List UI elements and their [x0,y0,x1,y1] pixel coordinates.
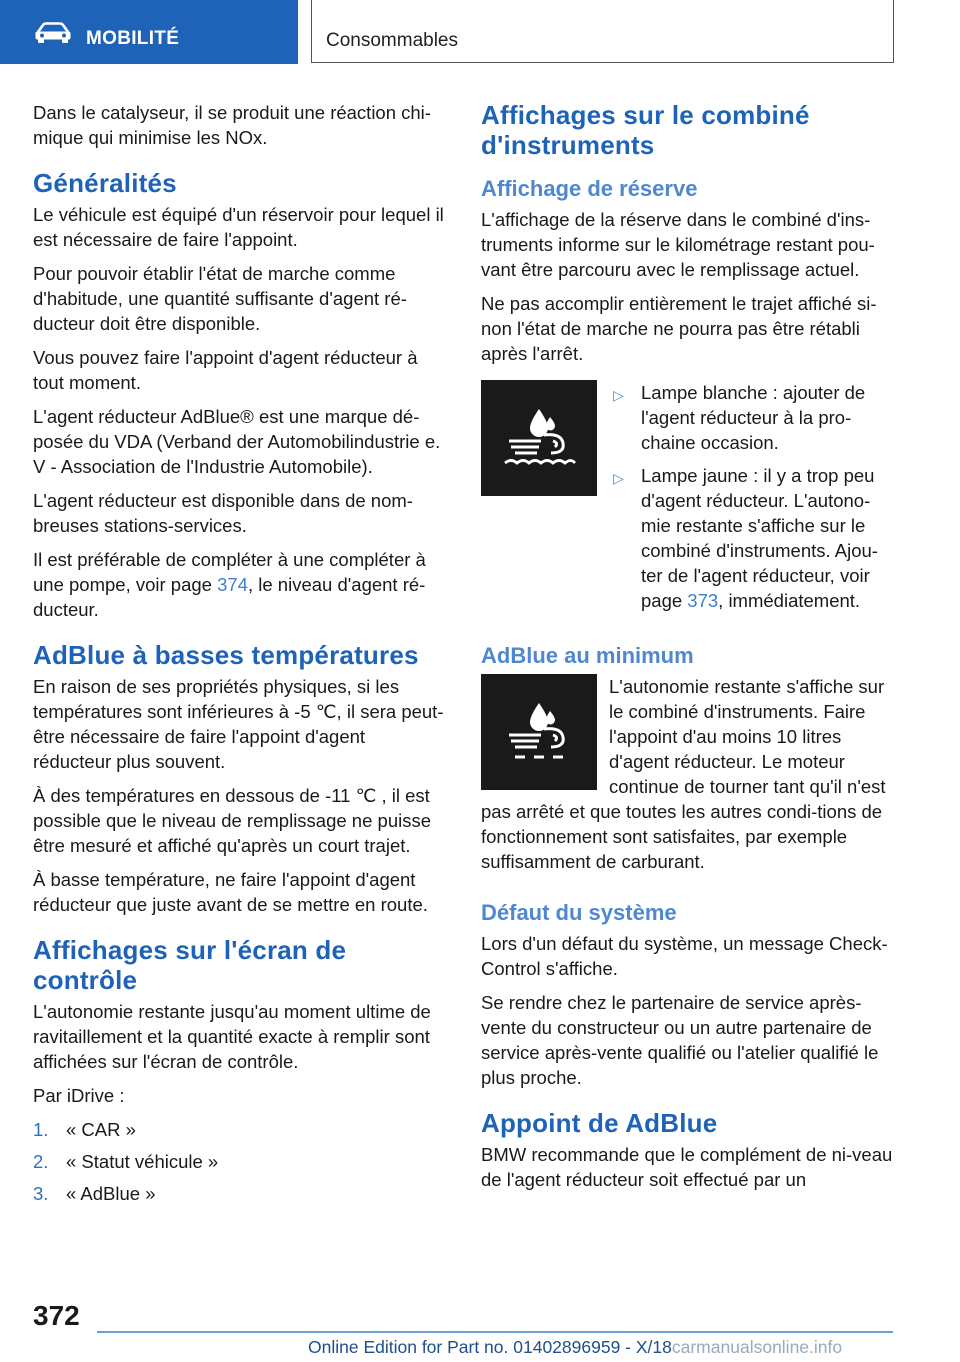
heading-defaut-systeme: Défaut du système [481,900,677,925]
triangle-right-icon: ▷ [613,470,624,486]
step-number: 1. [33,1119,49,1140]
step-text: « CAR » [66,1119,136,1140]
paragraph: Vous pouvez faire l'appoint d'agent réducteur à tout moment. [33,347,418,393]
step-number: 3. [33,1183,49,1204]
paragraph: L'affichage de la réserve dans le combiné d'ins-truments informe sur le kilométrage restant pou-vant être parcouru avec le remplissage actuel. [481,209,875,280]
paragraph: À des températures en dessous de -11 ℃ , il est possible que le niveau de remplissage ne puisse être mesuré et affiché qu'après un court trajet. [33,785,432,856]
bullet-text: Lampe blanche : ajouter de l'agent réducteur à la pro-chaine occasion. [641,382,866,453]
list-item [33,1149,445,1174]
heading-affichage-reserve: Affichage de réserve [481,176,698,201]
paragraph: Lors d'un défaut du système, un message Check-Control s'affiche. [481,933,888,979]
car-icon [34,22,72,44]
heading-adblue-minimum: AdBlue au minimum [481,643,694,668]
paragraph: Pour pouvoir établir l'état de marche comme d'habitude, une quantité suffisante d'agent ré-ducteur doit être disponible. [33,263,407,334]
heading-combine-instruments: Affichages sur le combiné d'instruments [481,100,810,160]
footer-divider [97,1331,893,1333]
list-item [33,1117,445,1142]
paragraph: L'agent réducteur est disponible dans de nom-breuses stations-services. [33,490,413,536]
paragraph: BMW recommande que le complément de ni-veau de l'agent réducteur soit effectué par un [481,1144,893,1190]
paragraph: L'agent réducteur AdBlue® est une marque dé-posée du VDA (Verband der Automobilindustrie e. V - Association de l'Industrie Automobile). [33,406,441,477]
page-link-373[interactable]: 373 [687,590,719,611]
right-column [481,100,897,1201]
paragraph: Par iDrive : [33,1085,125,1106]
heading-appoint-adblue: Appoint de AdBlue [481,1108,718,1138]
paragraph: L'autonomie restante jusqu'au moment ultime de ravitaillement et la quantité exacte à remplir sont affichées sur l'écran de contrôle. [33,1001,431,1072]
heading-ecran-controle: Affichages sur l'écran de contrôle [33,935,347,995]
page-number: 372 [33,1300,80,1331]
text: Il est préférable de compléter à une compléter à une pompe, voir page [33,549,426,595]
paragraph: À basse température, ne faire l'appoint d'agent réducteur que juste avant de se mettre en route. [33,869,428,915]
list-item [33,1181,445,1206]
section-label: MOBILITÉ [86,28,180,49]
step-number: 2. [33,1151,49,1172]
list-item [613,463,897,613]
paragraph: En raison de ses propriétés physiques, si les températures sont inférieures à -5 ℃, il sera peut-être nécessaire de faire l'appoint d'agent réducteur plus souvent. [33,676,444,772]
watermark-text: carmanualsonline.info [671,1337,843,1357]
list-item [613,380,897,455]
chapter-header [311,0,894,63]
paragraph: Se rendre chez le partenaire de service après-vente du constructeur ou un autre partenaire de service après-vente qualifié ou l'atelier qualifié le plus proche. [481,992,879,1088]
text: , le niveau d'agent ré-ducteur. [33,574,426,620]
adblue-minimum-icon [481,674,597,790]
paragraph: L'autonomie restante s'affiche sur le combiné d'instruments. Faire l'appoint d'au moins 10 litres d'agent réducteur. Le moteur continue de tourner tant qu'il n'est pas arrêté et que toutes les autres condi-tions de fonctionnement sont satisfaites, par exemple suffisamment de carburant. [481,676,886,872]
page-link-374[interactable]: 374 [217,574,248,595]
step-text: « AdBlue » [66,1183,156,1204]
paragraph: Le véhicule est équipé d'un réservoir pour lequel il est nécessaire de faire l'appoint. [33,204,444,250]
left-column [33,100,445,1213]
text: Lampe jaune : il y a trop peu d'agent réducteur. L'autono-mie restante s'affiche sur le combiné d'instruments. Ajou-ter de l'agent réducteur, voir page [641,465,878,611]
heading-basses-temperatures: AdBlue à basses températures [33,640,419,670]
triangle-right-icon: ▷ [613,387,624,403]
paragraph: Ne pas accomplir entièrement le trajet affiché si-non l'état de marche ne pourra pas être rétabli après l'arrêt. [481,293,877,364]
lamp-bullets [613,380,897,621]
bullet-text [641,463,897,613]
footer-edition [308,1337,842,1358]
chapter-label: Consommables [326,30,458,51]
minimum-block [481,674,897,874]
edition-text: Online Edition for Part no. 01402896959 - X/18 [308,1337,672,1357]
paragraph-with-link [33,547,445,622]
section-tab [0,0,298,64]
text: , immédiatement. [718,590,861,611]
idrive-steps [33,1117,445,1206]
step-text: « Statut véhicule » [66,1151,219,1172]
adblue-warning-icon [481,380,597,496]
reserve-indicator-row [481,380,897,621]
heading-generalites: Généralités [33,168,177,198]
intro-paragraph: Dans le catalyseur, il se produit une réaction chi-mique qui minimise les NOx. [33,102,431,148]
